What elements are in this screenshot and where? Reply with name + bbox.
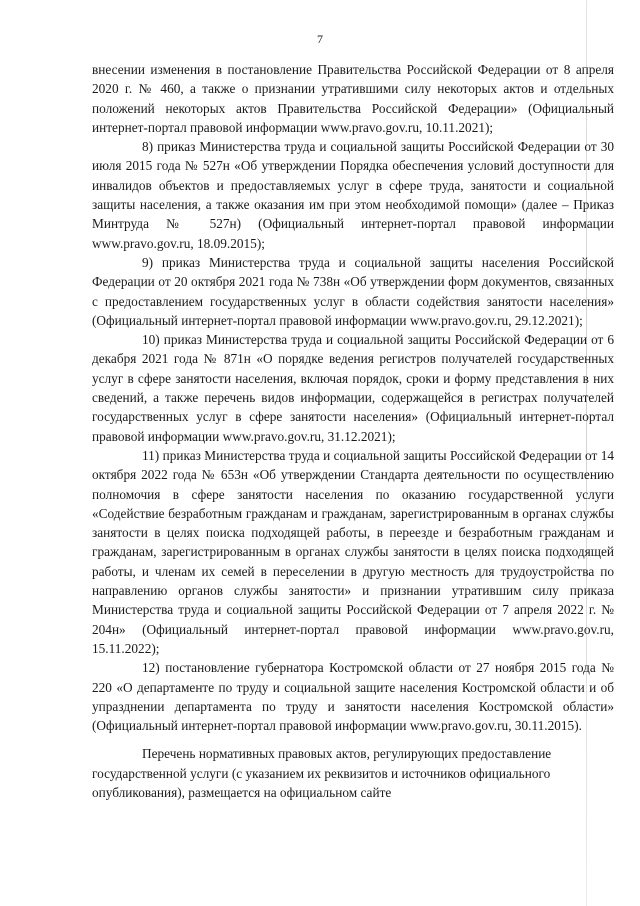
paragraph-continuation: внесении изменения в постановление Правительства Российской Федерации от 8 апреля 2020 г. № 460, а также о признании утратившими силу некоторых актов и отдельных положений некоторых актов Правительства Российской Федерации» (Официальный интернет-портал правовой информации www.pravo.gov.ru, 10.11.2021);	[92, 62, 614, 135]
list-item-9: 9) приказ Министерства труда и социальной защиты населения Российской Федерации от 20 октября 2021 года № 738н «Об утверждении форм документов, связанных с предоставлением государственных услуг в области содействия занятости населения» (Официальный интернет-портал правовой информации www.pravo.gov.ru, 29.12.2021);	[92, 254, 614, 328]
list-item-11: 11) приказ Министерства труда и социальной защиты Российской Федерации от 14 октября 2022 года № 653н «Об утверждении Стандарта деятельности по осуществлению полномочия в сфере занятости населения по оказанию государственной услуги «Содействие безработным гражданам и гражданам, зарегистрированным в органах службы занятости в целях поиска подходящей работы, в переезде и безработным гражданам и гражданам, зарегистрированным в органах службы занятости в целях поиска подходящей работы, и членам их семей в переселении в другую местность для трудоустройства по направлению органов службы занятости» и признании утратившим силу приказа Министерства труда и социальной защиты Российской Федерации от 7 апреля 2022 г. № 204н» (Официальный интернет-портал правовой информации www.pravo.gov.ru, 15.11.2022);	[92, 447, 614, 656]
document-body	[92, 60, 614, 802]
list-item-10: 10) приказ Министерства труда и социальной защиты Российской Федерации от 6 декабря 2021 года № 871н «О порядке ведения регистров получателей государственных услуг в сфере занятости населения, включая порядок, сроки и форму представления в них сведений, а также перечень видов информации, содержащейся в регистрах получателей государственных услуг в сфере занятости населения» (Официальный интернет-портал правовой информации www.pravo.gov.ru, 31.12.2021);	[92, 332, 614, 444]
list-item-12: 12) постановление губернатора Костромской области от 27 ноября 2015 года № 220 «О департаменте по труду и социальной защите населения Костромской области и об упразднении департамента по труду и занятости населения Костромской области» (Официальный интернет-портал правовой информации www.pravo.gov.ru, 30.11.2015).	[92, 660, 614, 734]
list-item-8: 8) приказ Министерства труда и социальной защиты Российской Федерации от 30 июля 2015 года № 527н «Об утверждении Порядка обеспечения условий доступности для инвалидов объектов и предоставляемых услуг в сфере труда, занятости и социальной защиты населения, а также оказания им при этом необходимой помощи» (далее – Приказ Минтруда № 527н) (Официальный интернет-портал правовой информации www.pravo.gov.ru, 18.09.2015);	[92, 139, 614, 251]
page-number: 7	[317, 32, 323, 46]
paragraph-legal-acts-list: Перечень нормативных правовых актов, регулирующих предоставление государственной услуги (с указанием их реквизитов и источников официального опубликования), размещается на официальном сайте	[92, 746, 552, 800]
